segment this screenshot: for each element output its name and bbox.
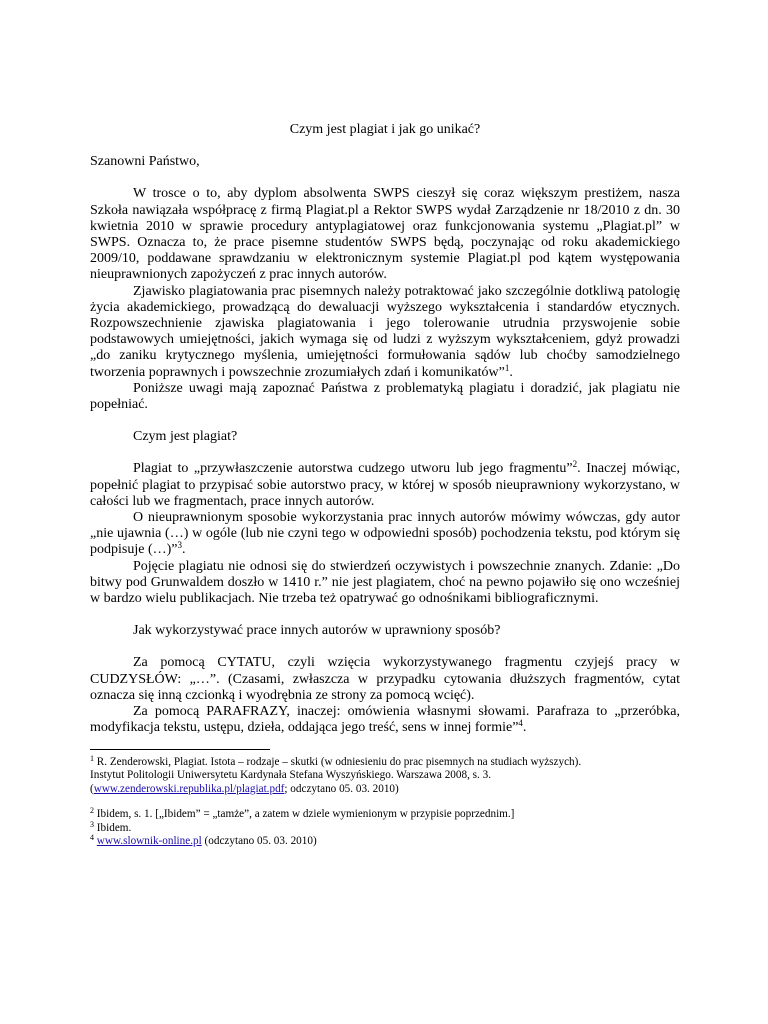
paragraph-obvious-statements: Pojęcie plagiatu nie odnosi się do stwierdzeń oczywistych i powszechnie znanych. Zdanie: „Do bitwy pod Grunwaldem doszło w 1410 r.” nie jest plagiatem, choć na pewno pojawiło się ono wcześniej w bardzo wielu publikacjach. Nie trzeba też opatrywać go odnośnikami bibliograficznymi. (90, 558, 680, 607)
paragraph-intro: W trosce o to, aby dyplom absolwenta SWPS cieszył się coraz większym prestiżem, nasza Szkoła nawiązała współpracę z firmą Plagiat.pl a Rektor SWPS wydał Zarządzenie nr 18/2010 z dn. 30 kwietnia 2010 w sprawie procedury antyplagiatowej oraz funkcjonowania systemu „Plagiat.pl” w SWPS. Oznacza to, że prace pisemne studentów SWPS będą, poczynając od roku akademickiego 2009/10, poddawane sprawdzaniu w elektronicznym systemie Plagiat.pl pod kątem występowania nieuprawnionych zapożyczeń z prac innych autorów. (90, 186, 680, 283)
footnote-4-link[interactable]: www.slownik-online.pl (96, 835, 202, 848)
footnote-ref-4[interactable]: 4 (518, 718, 523, 729)
footnote-ref-1[interactable]: 1 (504, 362, 510, 373)
footnote-divider (90, 749, 270, 750)
paragraph-purpose: Poniższe uwagi mają zapoznać Państwa z problematyką plagiatu i doradzić, jak plagiatu nie popełniać. (90, 380, 680, 413)
paragraph-pathology: Zjawisko plagiatowania prac pisemnych należy potraktować jako szczególnie dotkliwą patologię życia akademickiego, prowadzącą do dewaluacji wyższego wykształcenia i standardów etycznych. Rozpowszechnienie zjawiska plagiatowania i jego tolerowanie utrudnia przyswojenie sobie podstawowych umiejętności, jakich wymaga się od ludzi z wyższym wykształceniem, gdyż prowadzi „do zaniku krytycznego myślenia, umiejętności formułowania sądów lub choćby samodzielnego tworzenia poprawnych i powszechnie zrozumiałych zdań i komunikatów”$^1$. (90, 283, 680, 380)
footnote-2: $^2$ Ibidem, s. 1. [„Ibidem” = „tamże”, a zatem w dziele wymienionym w przypisie poprzednim.] (90, 806, 515, 821)
footnotes (90, 753, 680, 850)
paragraph-definition: Plagiat to „przywłaszczenie autorstwa cudzego utworu lub jego fragmentu”$^2$. Inaczej mówiąc, popełnić plagiat to przypisać sobie autorstwo pracy, w której w sposób nieuprawniony wykorzystano, w całości lub we fragmentach, prace innych autorów. (90, 459, 680, 509)
section-heading-what-is-plagiarism: Czym jest plagiat? (133, 429, 238, 445)
paragraph-quotation: Za pomocą CYTATU, czyli wzięcia wykorzystywanego fragmentu czyjejś pracy w CUDZYSŁÓW: „…”. (Czasami, zwłaszcza w przypadku cytowania dłuższych fragmentów, cytat oznacza się inną czcionką i wyodrębnia ze strony za pomocą wcięć). (90, 655, 680, 703)
document-page (90, 122, 680, 849)
paragraph-paraphrase: Za pomocą PARAFRAZY, inaczej: omówienia własnymi słowami. Parafraza to „przeróbka, modyfikacja tekstu, ustępu, dzieła, oddająca jego treść, sens w innej formie”$^4$. (90, 704, 680, 736)
document-title: Czym jest plagiat i jak go unikać? (289, 122, 481, 137)
footnote-3: $^3$ Ibidem. (90, 819, 132, 834)
footnote-1-link[interactable]: www.zenderowski.republika.pl/plagiat.pdf (93, 782, 285, 795)
footnote-1: $^1$ R. Zenderowski, Plagiat. Istota – rodzaje – skutki (w odniesieniu do prac pisemnych na studiach wyższych). Instytut Politologii Uniwersytetu Kardynała Stefana Wyszyńskiego. Warszawa 2008, s. 3. (www.zenderowski.republika.pl/plagiat.pdf; odczytano 05. 03. 2010) (90, 753, 582, 795)
footnote-ref-2[interactable]: 2 (572, 459, 578, 470)
footnote-ref-3[interactable]: 3 (177, 540, 182, 551)
footnote-4: $^4$ www.slownik-online.pl (odczytano 05. 03. 2010) (90, 833, 317, 848)
greeting: Szanowni Państwo, (90, 154, 200, 170)
paragraph-unauthorized-use: O nieuprawnionym sposobie wykorzystania prac innych autorów mówimy wówczas, gdy autor „nie ujawnia (…) w ogóle (lub nie czyni tego w odpowiedni sposób) pochodzenia tekstu, pod którym się podpisuje (…)”$^3$. (90, 510, 680, 558)
section-heading-proper-use: Jak wykorzystywać prace innych autorów w uprawniony sposób? (133, 623, 501, 639)
